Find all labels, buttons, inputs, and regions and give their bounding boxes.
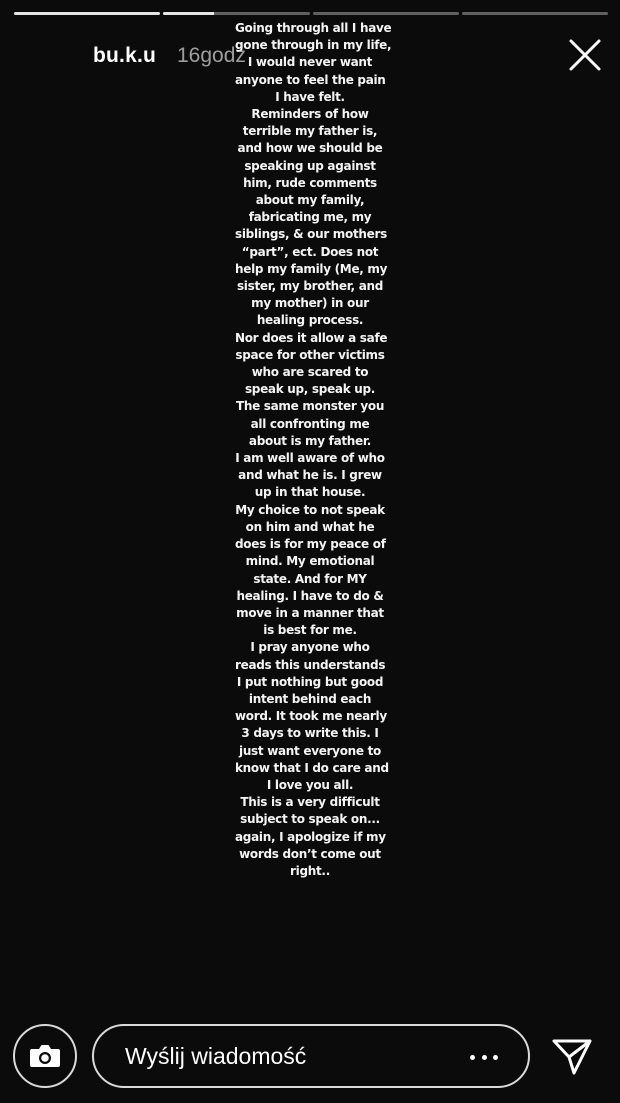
story-text-line: I have felt.: [275, 89, 345, 104]
more-options-button[interactable]: [470, 1048, 498, 1066]
story-text-line: siblings, & our mothers: [235, 227, 387, 242]
story-text-line: I put nothing but good: [236, 674, 384, 689]
story-text-line: Nor does it allow a safe: [235, 330, 388, 345]
progress-segment: [462, 12, 608, 15]
close-button[interactable]: [568, 38, 602, 72]
story-text-line: The same monster you: [235, 399, 385, 414]
story-text-line: gone through in my life,: [235, 38, 392, 53]
story-time-ago: 16godz: [177, 44, 246, 67]
story-text-line: does is for my peace of: [235, 537, 386, 552]
close-icon: [568, 38, 602, 72]
story-text-line: intent behind each: [248, 691, 372, 706]
story-text-line: words don’t come out: [239, 846, 381, 861]
story-text-line: speak up, speak up.: [244, 382, 376, 397]
story-text-line: I am well aware of who: [235, 451, 385, 466]
story-text-line: terrible my father is,: [242, 124, 378, 139]
message-placeholder: Wyślij wiadomość: [125, 1042, 307, 1069]
story-text-line: space for other victims: [235, 347, 385, 362]
camera-button[interactable]: [13, 1024, 77, 1088]
story-text-line: about is my father.: [248, 433, 372, 448]
story-text-line: sister, my brother, and: [236, 279, 384, 294]
story-text-line: word. It took me nearly: [235, 709, 387, 724]
story-text-line: Reminders of how: [251, 107, 369, 122]
progress-segment: [313, 12, 459, 15]
story-text-line: healing process.: [256, 313, 364, 328]
story-text-line: up in that house.: [254, 485, 366, 500]
story-text-line: subject to speak on...: [240, 812, 380, 827]
story-text-line: on him and what he: [245, 519, 375, 534]
story-text-line: This is a very difficult: [240, 795, 380, 810]
story-text-line: about my family,: [255, 193, 365, 208]
story-text-line: speaking up against: [244, 158, 376, 173]
send-button[interactable]: [550, 1034, 594, 1078]
more-dots-icon: [470, 1055, 475, 1060]
story-progress-bar: [14, 12, 608, 16]
progress-segment: [14, 12, 160, 15]
progress-segment: [163, 12, 309, 15]
story-text-line: just want everyone to: [239, 743, 381, 758]
story-text-line: right..: [290, 863, 330, 878]
send-icon: [550, 1034, 594, 1078]
story-text-line: him, rude comments: [243, 175, 377, 190]
story-text-line: I love you all.: [266, 777, 354, 792]
story-text-line: Going through all I have: [235, 21, 392, 35]
story-text-line: mind. My emotional: [245, 554, 375, 569]
story-text-line: all confronting me: [250, 416, 370, 431]
story-text-line: I pray anyone who: [250, 640, 370, 655]
story-text-line: and how we should be: [237, 141, 383, 156]
story-text-line: my mother) in our: [251, 296, 369, 311]
story-text-line: “part”, ect. Does not: [241, 244, 379, 259]
story-text-line: is best for me.: [263, 623, 357, 638]
camera-icon: [29, 1043, 61, 1069]
story-text-line: healing. I have to do &: [236, 588, 384, 603]
story-text-line: help my family (Me, my: [235, 261, 388, 276]
story-username[interactable]: bu.k.u: [93, 44, 157, 67]
story-text-line: who are scared to: [251, 365, 369, 380]
story-text-line: reads this understands: [235, 657, 386, 672]
story-text-line: anyone to feel the pain: [235, 72, 386, 87]
story-text-line: I would never want: [247, 55, 373, 70]
story-text-line: again, I apologize if my: [235, 829, 386, 844]
story-text: [235, 20, 392, 880]
story-text-line: 3 days to write this. I: [241, 726, 379, 741]
story-text-line: state. And for MY: [253, 571, 367, 586]
story-text-line: move in a manner that: [236, 605, 384, 620]
story-text-line: My choice to not speak: [235, 502, 385, 517]
message-input[interactable]: [92, 1024, 530, 1088]
story-text-line: and what he is. I grew: [238, 468, 382, 483]
story-text-line: know that I do care and: [235, 760, 389, 775]
story-text-line: fabricating me, my: [248, 210, 372, 225]
